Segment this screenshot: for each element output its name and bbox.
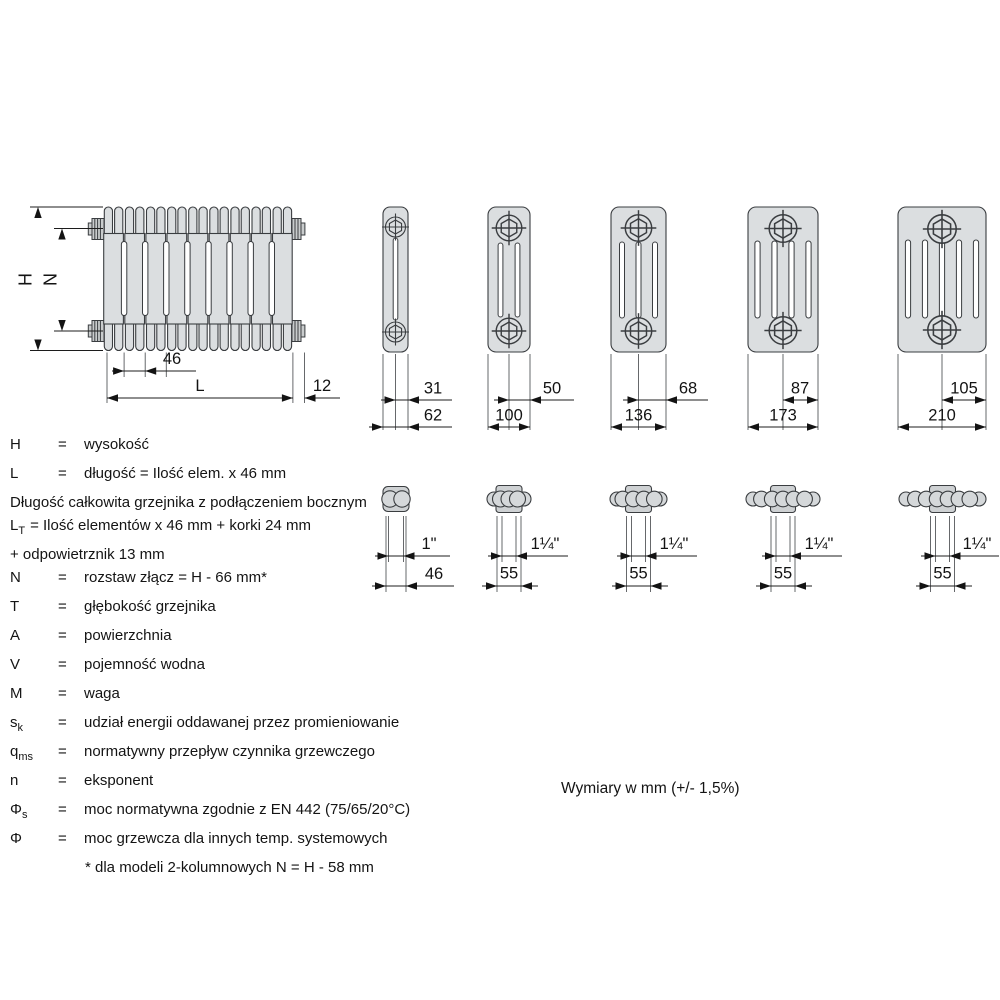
dim-depth-2col: 62 [423, 406, 443, 425]
dim-thread-5col: 1¼" [804, 535, 834, 553]
legend-row: M = waga [10, 682, 555, 711]
dim-label-H: H [15, 273, 36, 286]
legend-row: $q_{ms}$ = normatywny przepływ czynnika grzewczego [10, 740, 555, 769]
cross-section-5col [748, 207, 818, 431]
legend-row: L = długość = Ilość elem. x 46 mm [10, 462, 555, 491]
legend-row: V = pojemność wodna [10, 653, 555, 682]
dim-pitch-6col: 55 [933, 564, 952, 583]
legend-description: wysokość [84, 436, 150, 453]
legend-row: A = powierzchnia [10, 624, 555, 653]
dim-half-depth-5col: 87 [790, 379, 810, 398]
dim-length: L [195, 377, 205, 395]
dim-thread-4col: 1¼" [659, 535, 689, 553]
legend-row [10, 514, 555, 543]
legend-symbol: $\Phi_s$ [10, 801, 28, 821]
dim-depth-6col: 210 [928, 406, 956, 425]
legend-row: $\Phi_s$ = moc normatywna zgodnie z EN 442 (75/65/20°C) [10, 798, 555, 827]
legend-symbol: L [10, 465, 19, 482]
radiator-elements [104, 207, 293, 351]
legend-footnote [10, 856, 555, 879]
legend-description: normatywny przepływ czynnika grzewczego [84, 743, 375, 760]
front-bottom-dimensions [107, 350, 340, 403]
legend-symbol: $L_T$ [10, 517, 26, 537]
cross-section-2col [369, 207, 452, 431]
dim-thread-6col: 1¼" [962, 535, 992, 553]
legend-description: + odpowietrznik 13 mm [10, 546, 165, 563]
legend-symbol: A [10, 627, 21, 644]
dim-side-extension: 12 [312, 377, 332, 395]
legend-row: H = wysokość [10, 433, 555, 462]
cross-section-3col [488, 207, 574, 431]
front-view [16, 207, 341, 403]
dim-half-depth-6col: 105 [950, 379, 978, 398]
legend-description: udział energii oddawanej przez promieniowanie [84, 714, 400, 731]
legend-symbol: V [10, 656, 21, 673]
legend-symbol: N [10, 569, 21, 586]
top-view-4col [610, 486, 697, 593]
dim-depth-3col: 100 [495, 406, 523, 425]
dim-pitch-4col: 55 [629, 564, 648, 583]
dim-depth-4col: 136 [624, 406, 653, 425]
legend-symbol: n [10, 772, 19, 789]
top-view-6col [899, 486, 999, 593]
legend-description: = Ilość elementów x 46 mm + korki 24 mm [30, 517, 312, 534]
dim-pitch-2col: 46 [424, 565, 444, 583]
legend-description: pojemność wodna [84, 656, 205, 673]
dim-thread-2col: 1" [421, 535, 437, 553]
dim-half-depth-3col: 50 [542, 379, 562, 398]
legend-description: eksponent [84, 772, 154, 789]
dim-label-N: N [40, 273, 61, 286]
legend-symbol: H [10, 436, 21, 453]
legend-row: N = rozstaw złącz = H - 66 mm* [10, 566, 555, 595]
legend-row: T = głębokość grzejnika [10, 595, 555, 624]
legend-description: głębokość grzejnika [84, 598, 216, 615]
cross-section-6col [898, 207, 986, 431]
legend-description: * dla modeli 2-kolumnowych N = H - 58 mm [85, 859, 374, 876]
legend-row: n = eksponent [10, 769, 555, 798]
legend-description: waga [84, 685, 120, 702]
dimensions-note: Wymiary w mm (+/- 1,5%) [561, 780, 740, 797]
legend-description: rozstaw złącz = H - 66 mm* [84, 569, 267, 586]
dim-element-pitch: 46 [162, 350, 182, 368]
legend-symbol: Φ [10, 830, 22, 847]
legend-symbol: M [10, 685, 23, 702]
dim-thread-3col: 1¼" [530, 535, 560, 553]
cross-section-4col [611, 207, 708, 431]
legend-row: $s_k$ = udział energii oddawanej przez promieniowanie [10, 711, 555, 740]
dim-depth-5col: 173 [769, 406, 797, 425]
spacing-dimension [41, 229, 104, 332]
legend-description: powierzchnia [84, 627, 172, 644]
legend [10, 433, 555, 879]
dim-half-depth-4col: 68 [678, 379, 698, 398]
legend-row [10, 491, 555, 514]
legend-symbol: $q_{ms}$ [10, 743, 34, 763]
legend-row [10, 543, 555, 566]
legend-row: Φ = moc grzewcza dla innych temp. systemowych [10, 827, 555, 856]
legend-symbol: T [10, 598, 20, 615]
legend-description: moc normatywna zgodnie z EN 442 (75/65/20°C) [84, 801, 411, 818]
legend-symbol: $s_k$ [10, 714, 23, 734]
legend-description: Długość całkowita grzejnika z podłączeniem bocznym [10, 494, 367, 511]
dim-half-depth-2col: 31 [423, 379, 443, 398]
top-view-5col [746, 486, 842, 593]
dim-pitch-3col: 55 [499, 564, 519, 583]
dim-pitch-5col: 55 [773, 564, 793, 583]
legend-description: moc grzewcza dla innych temp. systemowych [84, 830, 388, 847]
legend-description: długość = Ilość elem. x 46 mm [84, 465, 287, 482]
